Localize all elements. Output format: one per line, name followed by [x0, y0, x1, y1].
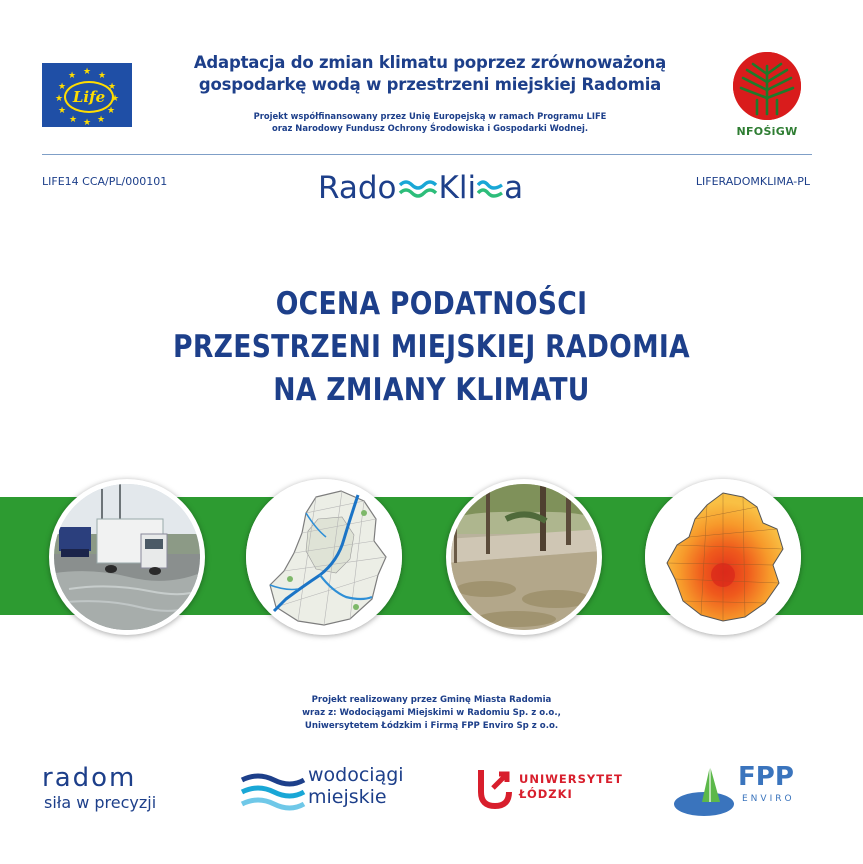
university-name: UNIWERSYTET ŁÓDZKI	[519, 772, 623, 801]
fpp-emblem-icon	[672, 762, 742, 818]
brand-part1: Rado	[318, 170, 397, 206]
fpp-subname: ENVIRO	[742, 794, 795, 804]
radom-logo	[42, 764, 192, 814]
nfosigw-label: NFOŚiGW	[736, 125, 798, 138]
wodociagi-name: wodociągi miejskie	[308, 764, 404, 808]
fpp-name: FPP	[738, 762, 794, 792]
city-map-rivers	[246, 479, 402, 635]
uniwersytet-lodzki-logo	[475, 764, 645, 814]
dry-lawn-photo	[446, 479, 602, 635]
partners-statement: Projekt realizowany przez Gminę Miasta Radomia wraz z: Wodociągami Miejskimi w Radomiu Sp. z o.o., Uniwersytetem Łódzkim i Firmą FPP Enviro Sp z o.o.	[302, 695, 561, 731]
fpp-enviro-logo	[672, 762, 822, 818]
flooded-street-photo	[49, 479, 205, 635]
wodociagi-logo	[240, 764, 420, 814]
water-waves-icon	[240, 772, 306, 812]
document-title: OCENA PODATNOŚCI PRZESTRZENI MIEJSKIEJ RADOMIA NA ZMIANY KLIMATU	[173, 286, 690, 408]
radom-name: radom	[42, 763, 137, 793]
project-hashtag: LIFERADOMKLIMA-PL	[695, 175, 810, 188]
wave-icon	[477, 173, 503, 203]
university-emblem-icon	[475, 766, 515, 812]
radom-tagline: siła w precyzji	[44, 793, 157, 812]
nfosigw-logo	[733, 52, 801, 120]
life-logo-text: Life	[64, 81, 114, 113]
radomklima-logo	[318, 168, 523, 208]
project-title: Adaptacja do zmian klimatu poprzez zrównoważoną gospodarkę wodą w przestrzeni miejskiej Radomia	[193, 53, 667, 94]
brand-part2: Kli	[438, 170, 477, 206]
wave-icon	[398, 173, 438, 203]
project-code: LIFE14 CCA/PL/000101	[42, 175, 168, 188]
project-subtitle: Projekt współfinansowany przez Unię Europejską w ramach Programu LIFE oraz Narodowy Fundusz Ochrony Środowiska i Gospodarki Wodnej.	[253, 111, 607, 133]
eu-life-logo: ★ ★ ★ ★ ★ ★ ★ ★ ★ ★ ★ ★ Life	[42, 63, 132, 127]
brand-part3: a	[504, 170, 524, 206]
header-divider	[42, 154, 812, 155]
heat-map	[645, 479, 801, 635]
